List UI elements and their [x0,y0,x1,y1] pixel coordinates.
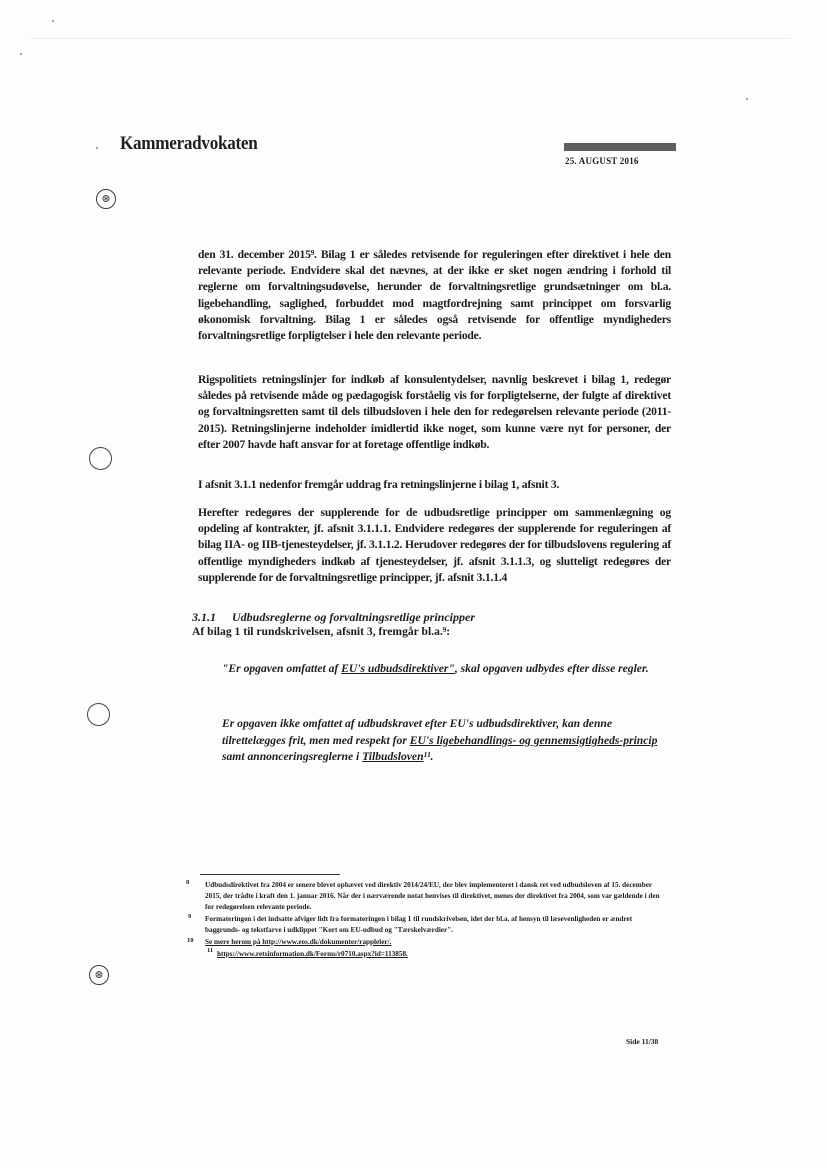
quote-link[interactable]: EU's ligebehandlings- og gennemsigtigheds-princip [409,733,658,747]
header-date: 25. AUGUST 2016 [565,156,639,166]
footnote-8: Udbudsdirektivet fra 2004 er senere blevet ophævet ved direktiv 2014/24/EU, der blev implementeret i dansk ret ved udbudsloven af 15. december 2015, der trådte i kraft den 1. januar 2016. Når der i nærværende notat henvises til direktivet, menes der direktivet fra 2004, som var gældende i den for redegørelsen relevante periode. [205,881,660,912]
stamp-icon: ⊛ [89,965,109,985]
footnote-10 [205,937,667,948]
paragraph-text: den 31. december 2015⁹. Bilag 1 er således retvisende for reguleringen efter direktivet i hele den relevante periode. Endvidere skal det nævnes, at der ikke er sket nogen ændring i forhold til reglerne om forvaltningsudøvelse, herunder de forvaltningsretlige grundsætninger om bl.a. ligebehandling, saglighed, forbuddet mod magtfordrejning samt princippet om forsvarlig økonomisk forvaltning. Bilag 1 er således også retvisende for offentlige myndigheders forvaltningsretlige forpligtelser i hele den relevante periode. [198,248,671,343]
stamp-icon: ⊛ [96,189,116,209]
section-number: 3.1.1 [192,610,216,624]
footnote-marker: 10 [187,937,194,944]
footnote-link[interactable]: https://www.retsinformation.dk/Forms/r0710.aspx?id=113858. [217,950,408,958]
footnote-9: Formateringen i det indsatte afviger lidt fra formateringen i bilag 1 til rundskrivelsen, idet der bl.a. af hensyn til læsevenligheden er ændret baggrunds- og tekstfarve i udklippet "Kort om EU-udbud og "Tærskelværdier". [205,915,633,935]
paragraph-text: I afsnit 3.1.1 nedenfor fremgår uddrag fra retningslinjerne i bilag 1, afsnit 3. [198,478,560,491]
paragraph-1 [198,247,671,344]
scan-artifact-line [30,38,790,39]
section-heading [192,610,475,625]
paragraph-text: Herefter redegøres der supplerende for de udbudsretlige principper om sammenlægning og opdeling af kontrakter, jf. afsnit 3.1.1.1. Endvidere redegøres der supplerende for reguleringen af bilag IIA- og IIB-tjenesteydelser, jf. 3.1.1.2. Herudover redegøres der for tilbudslovens regulering af offentlige myndigheders indkøb af tjenesteydelser, jf. afsnit 3.1.1.3, og slutteligt redegøres der supplerende for de forvaltningsretlige principper, jf. afsnit 3.1.1.4 [198,506,671,584]
scan-speck [746,98,748,100]
section-intro: Af bilag 1 til rundskrivelsen, afsnit 3, fremgår bl.a.⁹: [192,625,451,638]
quote-link[interactable]: EU's udbudsdirektiver" [341,662,455,675]
quote-text: , skal opgaven udbydes efter disse regler. [454,662,649,675]
punch-hole-icon [87,703,110,726]
paragraph-4 [198,505,671,586]
scan-speck [96,147,98,149]
page-number: Side 11/38 [626,1037,659,1046]
header-rule [564,143,676,151]
paragraph-3 [198,477,671,493]
quote-1 [222,661,670,678]
quote-link[interactable]: Tilbudsloven [362,750,424,763]
footnote-11 [217,949,657,960]
scan-speck [20,53,22,55]
paragraph-2 [198,372,671,453]
quote-2 [222,716,670,766]
footnote-marker: 8 [186,879,190,886]
paragraph-text: Rigspolitiets retningslinjer for indkøb af konsulentydelser, navnlig beskrevet i bilag 1, redegør således på retvisende måde og pædagogisk forståelig vis for forpligtelserne, der fulgte af direktivet og forvaltningsretten samt til dels tilbudsloven i hele den for redegørelsen relevante periode (2011-2015). Retningslinjerne indeholder imidlertid ikke noget, som kunne være nyt for personer, der efter 2007 havde haft ansvar for at foretage offentlige indkøb. [198,373,671,451]
footnote-marker: 11 [207,947,214,954]
section-title: Udbudsreglerne og forvaltningsretlige principper [232,610,476,624]
quote-text: "Er opgaven omfattet af [222,662,342,675]
punch-hole-icon [89,447,112,470]
scan-speck [52,20,54,22]
footnote-link[interactable]: Se mere herom på http://www.eos.dk/dokumenter/rappleler/. [205,938,392,946]
quote-text: samt annonceringsreglerne i [222,750,363,763]
quote-text: Er opgaven ikke omfattet af udbudskravet efter EU's udbudsdirektiver, kan denne tilrettelægges frit, men med respekt for [222,717,612,747]
logo-kammeradvokaten: Kammeradvokaten [120,133,258,154]
footnote-marker: 9 [188,913,192,920]
footnote-rule [200,874,340,875]
quote-text: ¹¹. [423,750,434,763]
